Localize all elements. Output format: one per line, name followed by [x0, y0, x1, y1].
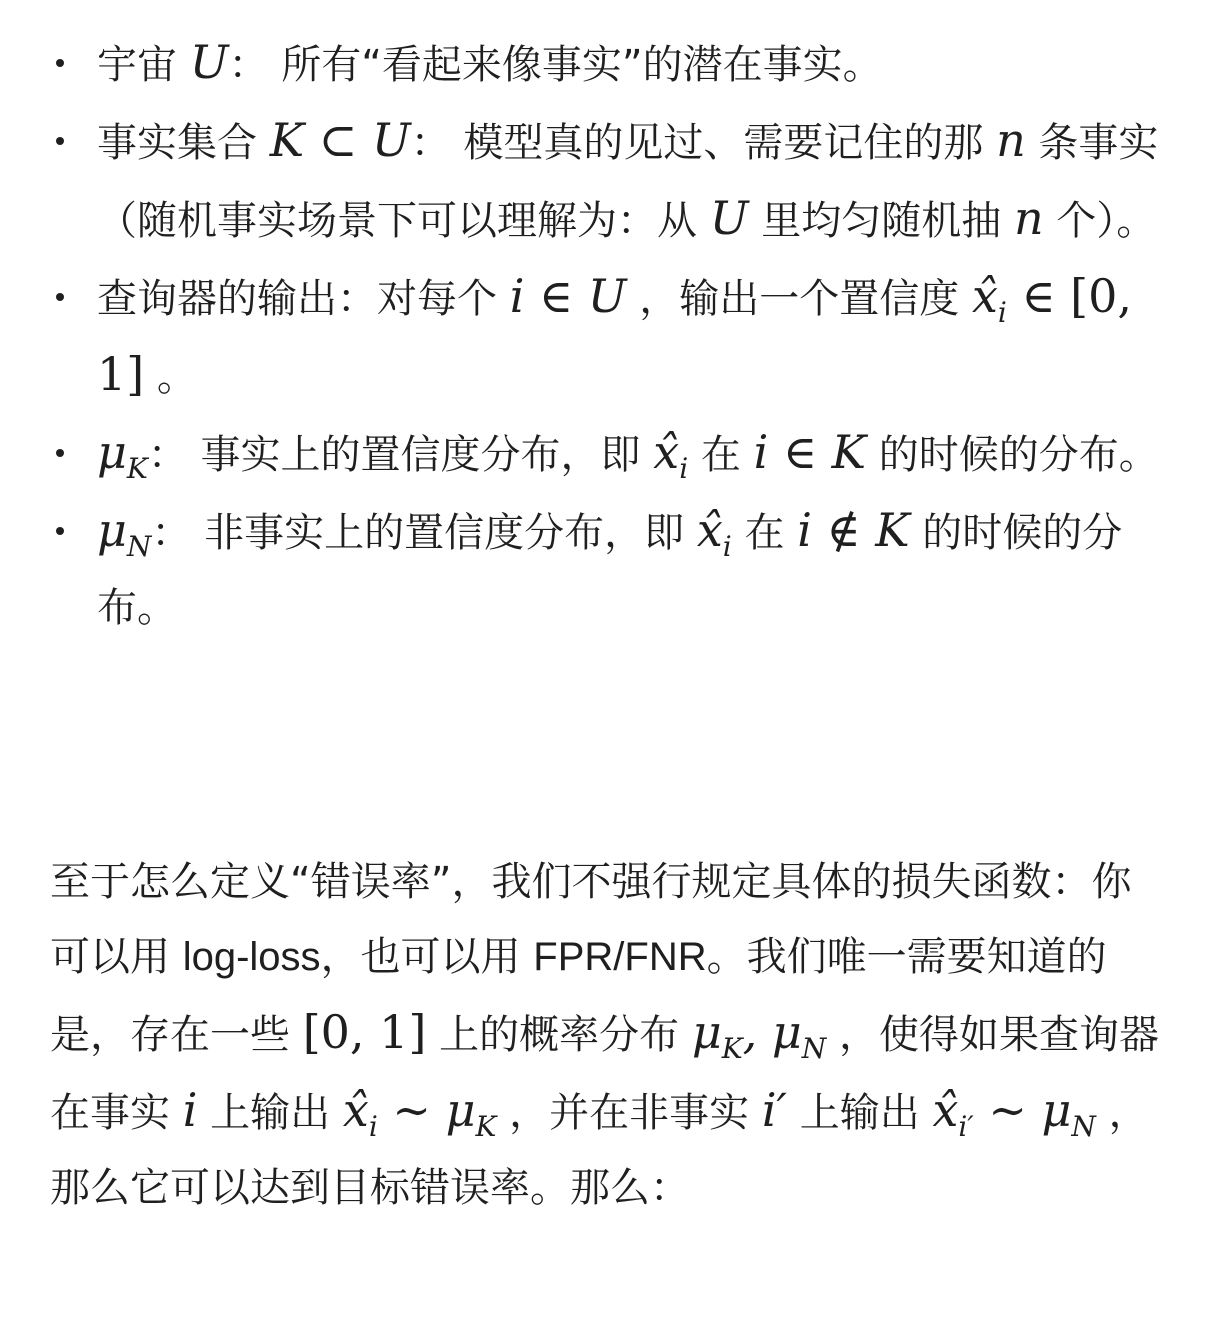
math-base: x̂ [971, 269, 998, 323]
paragraph-text: log-loss [182, 935, 321, 979]
math-base: μ [97, 503, 127, 557]
math-symbol: i ∉ K [797, 503, 910, 557]
math-symbol: U [709, 191, 749, 245]
item-text: 在 [731, 510, 798, 556]
math-symbol: K ⊂ U [269, 113, 411, 167]
item-text: ： 事实上的置信度分布，即 [147, 432, 654, 478]
math-base: μ [691, 1005, 722, 1059]
math-symbol: i′ [761, 1083, 787, 1137]
math-base: x̂ [653, 425, 680, 479]
body-paragraph [50, 845, 1166, 1226]
paragraph-text: ，并在非事实 [496, 1090, 762, 1136]
math-symbol [932, 1083, 1096, 1144]
math-symbol: i ∈ K [753, 425, 866, 479]
math-subscript: i′ [958, 1110, 974, 1144]
math-symbol: U [189, 35, 229, 89]
paragraph-text: 至于怎么定义“错误率”，我们不强行规定具体的损失函数：你可以用 [50, 859, 1132, 980]
math-symbol [97, 425, 148, 486]
math-subscript: K [126, 452, 148, 486]
math-symbol [691, 1005, 827, 1066]
math-subscript: K [721, 1032, 743, 1066]
math-subscript: K [475, 1110, 497, 1144]
math-subscript: N [801, 1032, 827, 1066]
item-text: ： 所有“看起来像事实”的潜在事实。 [228, 42, 883, 88]
math-symbol: n [1013, 191, 1044, 245]
math-symbol: n [996, 113, 1026, 167]
math-symbol [97, 503, 152, 564]
math-base: ∼ μ [973, 1083, 1072, 1137]
paragraph-text: ，也可以用 [320, 934, 534, 980]
item-text: 的时候的分布。 [97, 510, 1123, 631]
math-base: x̂ [696, 503, 723, 557]
paragraph-text: ，那么它可以达到目标错误率。那么： [50, 1090, 1149, 1211]
math-base: μ [97, 425, 127, 479]
math-symbol: i [182, 1083, 198, 1137]
list-item-query-output [0, 259, 1206, 415]
list-item-fact-set [0, 103, 1206, 259]
math-symbol: ∈ [0, 1] [97, 269, 1132, 401]
item-text: 宇宙 [97, 42, 190, 88]
paragraph-text: FPR/FNR [533, 935, 707, 979]
math-subscript: N [1071, 1110, 1096, 1144]
paragraph-text: 上输出 [197, 1090, 343, 1136]
math-subscript: i [679, 452, 689, 486]
item-text: 的时候的分布。 [866, 432, 1159, 478]
item-text: ： 模型真的见过、需要记住的那 [410, 120, 997, 166]
math-base: x̂ [932, 1083, 959, 1137]
math-symbol: [0, 1] [302, 1005, 427, 1059]
item-text: 条事实（随机事实场景下可以理解为：从 [97, 120, 1159, 244]
item-text: ： 非事实上的置信度分布，即 [151, 510, 697, 556]
list-item-mu-k [0, 415, 1206, 493]
math-symbol [971, 269, 1007, 330]
paragraph-text: 上输出 [787, 1090, 933, 1136]
math-symbol [342, 1083, 497, 1144]
math-subscript: i [997, 296, 1007, 330]
item-text: 里均匀随机抽 [748, 198, 1014, 244]
math-subscript: i [368, 1110, 378, 1144]
math-base: ∼ μ [377, 1083, 476, 1137]
item-text: 事实集合 [97, 120, 270, 166]
item-text: 。 [144, 354, 197, 400]
math-subscript: i [722, 530, 732, 564]
item-text: 个）。 [1043, 198, 1157, 244]
item-text: ，输出一个置信度 [626, 276, 972, 322]
item-text: 查询器的输出：对每个 [97, 276, 510, 322]
math-subscript: N [126, 530, 152, 564]
math-base: , μ [742, 1005, 802, 1059]
paragraph-text: 上的概率分布 [426, 1012, 692, 1058]
math-base: x̂ [342, 1083, 369, 1137]
paragraph-text: 。我们唯一需要知道的是，存在一些 [50, 934, 1107, 1058]
item-text: 在 [688, 432, 754, 478]
math-symbol [696, 503, 732, 564]
math-symbol [653, 425, 689, 486]
math-symbol: i ∈ U [509, 269, 627, 323]
definition-list [0, 25, 1206, 646]
paragraph-text: ，使得如果查询器在事实 [50, 1012, 1160, 1136]
list-item-universe [0, 25, 1206, 103]
list-item-mu-n [0, 493, 1206, 646]
